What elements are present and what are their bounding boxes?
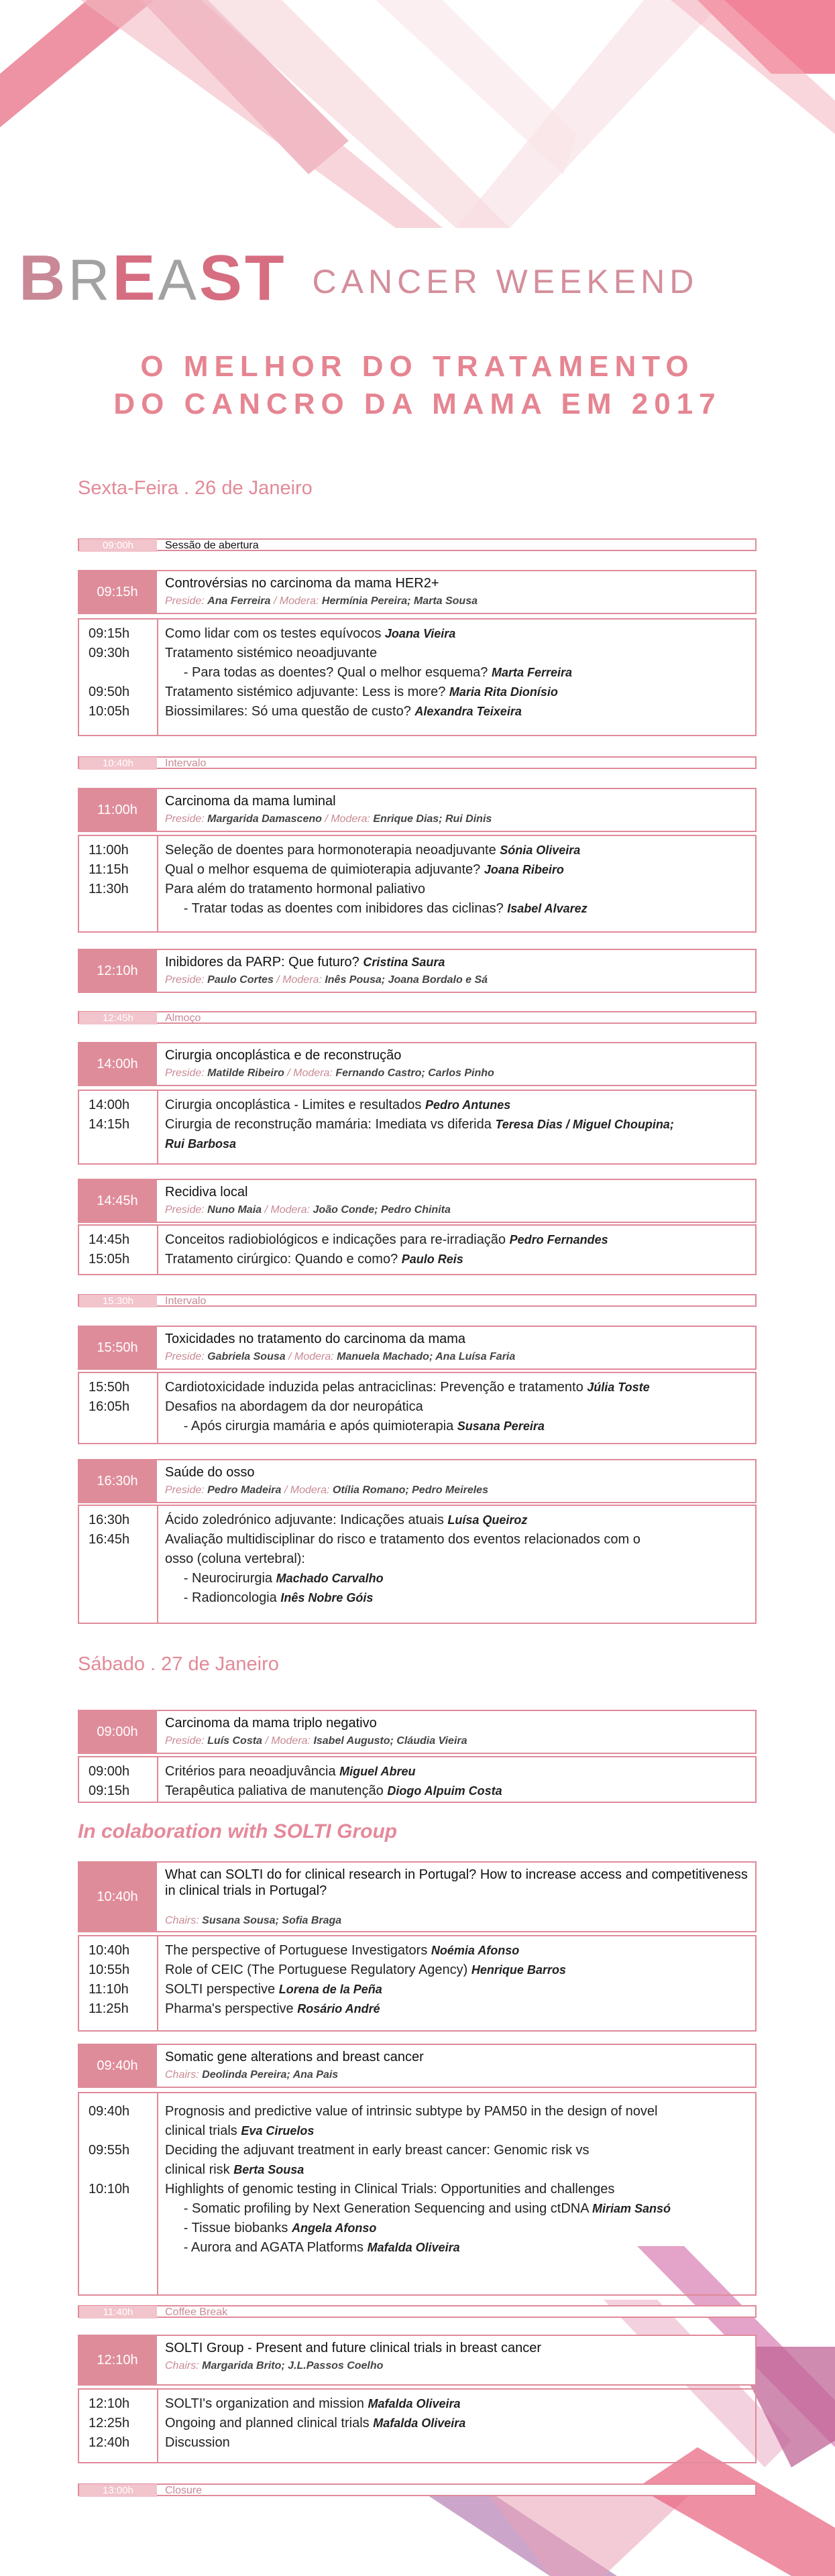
headline-line-1: O MELHOR DO TRATAMENTO: [140, 350, 695, 383]
session-talks: [78, 618, 757, 736]
session-title: Saúde do osso: [165, 1465, 255, 1480]
talk-title: osso (coluna vertebral):: [165, 1552, 305, 1566]
session-header: [78, 2044, 757, 2088]
speaker-name: Angela Afonso: [291, 2221, 377, 2235]
session-talks: [78, 835, 757, 933]
item-time: 15:30h: [79, 1295, 157, 1307]
speaker-name: Berta Sousa: [233, 2163, 304, 2176]
speaker-name: Pedro Fernandes: [509, 1233, 608, 1246]
speaker-name: Teresa Dias / Miguel Choupina;: [495, 1118, 674, 1131]
session-title: Controvérsias no carcinoma da mama HER2+: [165, 576, 439, 591]
session-time: 09:15h: [78, 570, 157, 614]
schedule-short-item: [78, 538, 757, 551]
talk-title: Role of CEIC (The Portuguese Regulatory Agency) Henrique Barros: [165, 1963, 566, 1977]
speaker-name: Rui Barbosa: [165, 1137, 237, 1151]
talk-time: 09:15h: [89, 1783, 130, 1798]
talk-title: Deciding the adjuvant treatment in early breast cancer: Genomic risk vs: [165, 2143, 590, 2158]
session-talks: [78, 1090, 757, 1165]
talk-time: 09:15h: [89, 626, 130, 641]
session-header: [78, 2335, 757, 2386]
session-header: [78, 1179, 757, 1223]
talk-time: 16:45h: [89, 1532, 130, 1547]
talk-time: 12:25h: [89, 2416, 130, 2431]
talk-title: Terapêutica paliativa de manutenção Diogo Alpuim Costa: [165, 1783, 502, 1798]
session-chairs: Preside: Pedro Madeira / Modera: Otília Romano; Pedro Meireles: [165, 1484, 488, 1496]
talk-title: clinical trials Eva Ciruelos: [165, 2123, 315, 2138]
session-chairs: Preside: Luís Costa / Modera: Isabel Augusto; Cláudia Vieira: [165, 1735, 467, 1747]
solti-heading: In colaboration with SOLTI Group: [78, 1820, 398, 1842]
schedule-short-item: [78, 1011, 757, 1024]
talk-time: 11:00h: [89, 843, 129, 858]
speaker-name: Isabel Alvarez: [507, 902, 588, 915]
talk-title: SOLTI perspective Lorena de la Peña: [165, 1982, 382, 1997]
talk-time: 10:05h: [89, 704, 130, 719]
talk-time: 09:55h: [89, 2143, 130, 2158]
speaker-name: Miguel Abreu: [339, 1765, 416, 1778]
item-time: 09:00h: [79, 539, 157, 552]
speaker-name: Susana Pereira: [457, 1419, 545, 1433]
talk-title: Pharma's perspective Rosário André: [165, 2001, 380, 2016]
item-time: 12:45h: [79, 1012, 157, 1024]
talk-title: Highlights of genomic testing in Clinical Trials: Opportunities and challenges: [165, 2182, 615, 2197]
talk-title: Ácido zoledrónico adjuvante: Indicações atuais Luísa Queiroz: [165, 1513, 528, 1527]
headline-line-2: DO CANCRO DA MAMA EM 2017: [113, 388, 722, 420]
session-chairs: Chairs: Deolinda Pereira; Ana Pais: [165, 2069, 339, 2081]
talk-title: SOLTI's organization and mission Mafalda Oliveira: [165, 2396, 461, 2411]
session-title: Cirurgia oncoplástica e de reconstrução: [165, 1048, 402, 1063]
speaker-name: Luísa Queiroz: [447, 1513, 528, 1527]
talk-title: Prognosis and predictive value of intrinsic subtype by PAM50 in the design of novel: [165, 2104, 658, 2119]
session-chairs: Preside: Margarida Damasceno / Modera: Enrique Dias; Rui Dinis: [165, 813, 492, 825]
talk-title: Tratamento sistémico neoadjuvante: [165, 646, 378, 660]
session-time: 16:30h: [78, 1459, 157, 1503]
session-header: [78, 1861, 757, 1932]
talk-title: [165, 1135, 750, 1153]
day-heading-saturday: Sábado . 27 de Janeiro: [78, 1653, 279, 1675]
session-talks: [78, 1756, 757, 1803]
session-talks: [78, 1935, 757, 2032]
session-talks: [78, 1505, 757, 1624]
talk-title: Biossimilares: Só uma questão de custo? Alexandra Teixeira: [165, 704, 522, 719]
talk-title: Tratamento cirúrgico: Quando e como? Paulo Reis: [165, 1252, 463, 1267]
talk-title: - Aurora and AGATA Platforms Mafalda Oliveira: [165, 2240, 460, 2255]
talk-time: 14:45h: [89, 1232, 130, 1247]
talk-title: Avaliação multidisciplinar do risco e tratamento dos eventos relacionados com o: [165, 1532, 641, 1547]
speaker-name: Rosário André: [297, 2002, 380, 2015]
item-time: 10:40h: [79, 757, 157, 770]
talk-title: Tratamento sistémico adjuvante: Less is more? Maria Rita Dionísio: [165, 685, 558, 699]
talk-title: The perspective of Portuguese Investigators Noémia Afonso: [165, 1943, 520, 1958]
talk-title: Discussion: [165, 2435, 230, 2450]
talk-time: 15:05h: [89, 1252, 130, 1267]
item-time: 11:40h: [79, 2306, 157, 2319]
talk-time: 09:40h: [89, 2104, 130, 2119]
talk-time: 12:40h: [89, 2435, 130, 2450]
talk-time: 10:55h: [89, 1963, 130, 1977]
session-header: [78, 1042, 757, 1086]
talk-title: - Para todas as doentes? Qual o melhor esquema? Marta Ferreira: [165, 665, 573, 680]
speaker-name: Joana Vieira: [384, 627, 456, 640]
session-time: 10:40h: [78, 1861, 157, 1932]
speaker-name: Marta Ferreira: [491, 666, 573, 679]
item-label: Closure: [165, 2485, 203, 2496]
talk-time: 12:10h: [89, 2396, 130, 2411]
speaker-name: Alexandra Teixeira: [414, 705, 522, 718]
session-time: 15:50h: [78, 1326, 157, 1370]
session-title: Somatic gene alterations and breast cancer: [165, 2050, 424, 2064]
schedule-short-item: [78, 2483, 757, 2496]
talk-title: - Radioncologia Inês Nobre Góis: [165, 1590, 374, 1605]
item-time: 13:00h: [79, 2484, 157, 2497]
speaker-name: Eva Ciruelos: [241, 2124, 315, 2138]
talk-time: 11:15h: [89, 862, 129, 877]
speaker-name: Noémia Afonso: [431, 1944, 520, 1957]
schedule-short-item: [78, 2305, 757, 2318]
talk-time: 11:10h: [89, 1982, 129, 1997]
session-header: [78, 1710, 757, 1754]
talk-title: - Somatic profiling by Next Generation Sequencing and using ctDNA Miriam Sansó: [165, 2201, 671, 2216]
talk-title: - Neurocirurgia Machado Carvalho: [165, 1571, 384, 1586]
item-label: Almoço: [165, 1012, 201, 1024]
talk-time: 10:40h: [89, 1943, 130, 1958]
talk-title: Cardiotoxicidade induzida pelas antraciclinas: Prevenção e tratamento Júlia Toste: [165, 1380, 650, 1395]
talk-title: Conceitos radiobiológicos e indicações para re-irradiação Pedro Fernandes: [165, 1232, 608, 1247]
session-chairs: Chairs: Susana Sousa; Sofia Braga: [165, 1915, 342, 1926]
brand-logo: BREAST CANCER WEEKEND: [19, 242, 699, 314]
speaker-name: Mafalda Oliveira: [367, 2241, 460, 2254]
speaker-name: Mafalda Oliveira: [368, 2397, 461, 2410]
session-header: [78, 570, 757, 614]
talk-time: 09:50h: [89, 685, 130, 699]
item-label: Intervalo: [165, 758, 207, 769]
talk-title: Cirurgia oncoplástica - Limites e resultados Pedro Antunes: [165, 1098, 511, 1112]
item-label: Sessão de abertura: [165, 540, 259, 551]
session-time: 12:10h: [78, 2335, 157, 2386]
speaker-name: Henrique Barros: [471, 1963, 566, 1977]
session-title: What can SOLTI do for clinical research in Portugal? How to increase access and competitiveness in clinical trials in Portugal?: [165, 1867, 748, 1898]
session-title: SOLTI Group - Present and future clinical trials in breast cancer: [165, 2341, 541, 2355]
schedule-short-item: [78, 756, 757, 769]
talk-time: 14:15h: [89, 1117, 130, 1132]
schedule-short-item: [78, 1294, 757, 1307]
session-time: 09:40h: [78, 2044, 157, 2088]
talk-title: Como lidar com os testes equívocos Joana Vieira: [165, 626, 456, 641]
talk-title: - Após cirurgia mamária e após quimioterapia Susana Pereira: [165, 1419, 545, 1433]
item-label: Coffee Break: [165, 2306, 228, 2318]
talk-title: Para além do tratamento hormonal paliativo: [165, 882, 425, 896]
talk-title: Critérios para neoadjuvância Miguel Abreu: [165, 1764, 416, 1779]
session-title: Inibidores da PARP: Que futuro? Cristina Saura: [165, 955, 445, 970]
speaker-name: Diogo Alpuim Costa: [387, 1784, 502, 1798]
day-heading-friday: Sexta-Feira . 26 de Janeiro: [78, 477, 313, 499]
session-talks: [78, 2388, 757, 2463]
speaker-name: Júlia Toste: [587, 1381, 650, 1394]
session-header: [78, 949, 757, 993]
speaker-name: Pedro Antunes: [425, 1098, 511, 1112]
session-chairs: Preside: Ana Ferreira / Modera: Hermínia Pereira; Marta Sousa: [165, 595, 478, 607]
talk-time: 11:25h: [89, 2001, 129, 2016]
session-title: Carcinoma da mama triplo negativo: [165, 1716, 377, 1731]
speaker-name: Lorena de la Peña: [278, 1983, 382, 1996]
session-time: 14:00h: [78, 1042, 157, 1086]
speaker-name: Mafalda Oliveira: [373, 2416, 466, 2430]
session-talks: [78, 1224, 757, 1275]
talk-title: Seleção de doentes para hormonoterapia neoadjuvante Sónia Oliveira: [165, 843, 581, 858]
talk-time: 11:30h: [89, 882, 129, 896]
speaker-name: Joana Ribeiro: [484, 863, 564, 876]
talk-time: 16:30h: [89, 1513, 130, 1527]
talk-title: Qual o melhor esquema de quimioterapia adjuvante? Joana Ribeiro: [165, 862, 564, 877]
session-talks: [78, 1372, 757, 1444]
session-header: [78, 1326, 757, 1370]
session-chairs: Preside: Paulo Cortes / Modera: Inês Pousa; Joana Bordalo e Sá: [165, 974, 488, 986]
session-title: Recidiva local: [165, 1185, 248, 1199]
session-time: 12:10h: [78, 949, 157, 993]
talk-title: Desafios na abordagem da dor neuropática: [165, 1399, 423, 1414]
speaker-name: Sónia Oliveira: [500, 843, 581, 857]
talk-title: Cirurgia de reconstrução mamária: Imediata vs diferida Teresa Dias / Miguel Choupina;: [165, 1117, 674, 1132]
session-header: [78, 1459, 757, 1503]
session-chairs: Preside: Matilde Ribeiro / Modera: Fernando Castro; Carlos Pinho: [165, 1067, 494, 1079]
talk-time: 14:00h: [89, 1098, 130, 1112]
session-time: 09:00h: [78, 1710, 157, 1754]
speaker-name: Machado Carvalho: [276, 1572, 384, 1585]
speaker-name: Inês Nobre Góis: [280, 1591, 374, 1604]
session-chairs: Chairs: Margarida Brito; J.L.Passos Coelho: [165, 2360, 384, 2372]
talk-title: - Tissue biobanks Angela Afonso: [165, 2221, 377, 2235]
talk-title: clinical risk Berta Sousa: [165, 2162, 304, 2177]
talk-time: 16:05h: [89, 1399, 130, 1414]
talk-time: 09:00h: [89, 1764, 130, 1779]
session-title: Toxicidades no tratamento do carcinoma da mama: [165, 1332, 466, 1346]
talk-title: - Tratar todas as doentes com inibidores das ciclinas? Isabel Alvarez: [165, 901, 588, 916]
session-header: [78, 788, 757, 832]
session-chairs: Preside: Nuno Maia / Modera: João Conde; Pedro Chinita: [165, 1204, 451, 1216]
talk-time: 09:30h: [89, 646, 130, 660]
talk-title: Ongoing and planned clinical trials Mafalda Oliveira: [165, 2416, 466, 2431]
session-talks: [78, 2092, 757, 2296]
speaker-name: Paulo Reis: [401, 1252, 463, 1266]
session-time: 14:45h: [78, 1179, 157, 1223]
speaker-name: Maria Rita Dionísio: [449, 685, 558, 699]
session-chairs: Preside: Gabriela Sousa / Modera: Manuela Machado; Ana Luísa Faria: [165, 1351, 516, 1362]
session-title: Carcinoma da mama luminal: [165, 794, 336, 809]
talk-time: 15:50h: [89, 1380, 130, 1395]
session-time: 11:00h: [78, 788, 157, 832]
talk-time: 10:10h: [89, 2182, 130, 2197]
item-label: Intervalo: [165, 1295, 207, 1307]
speaker-name: Miriam Sansó: [592, 2202, 671, 2215]
